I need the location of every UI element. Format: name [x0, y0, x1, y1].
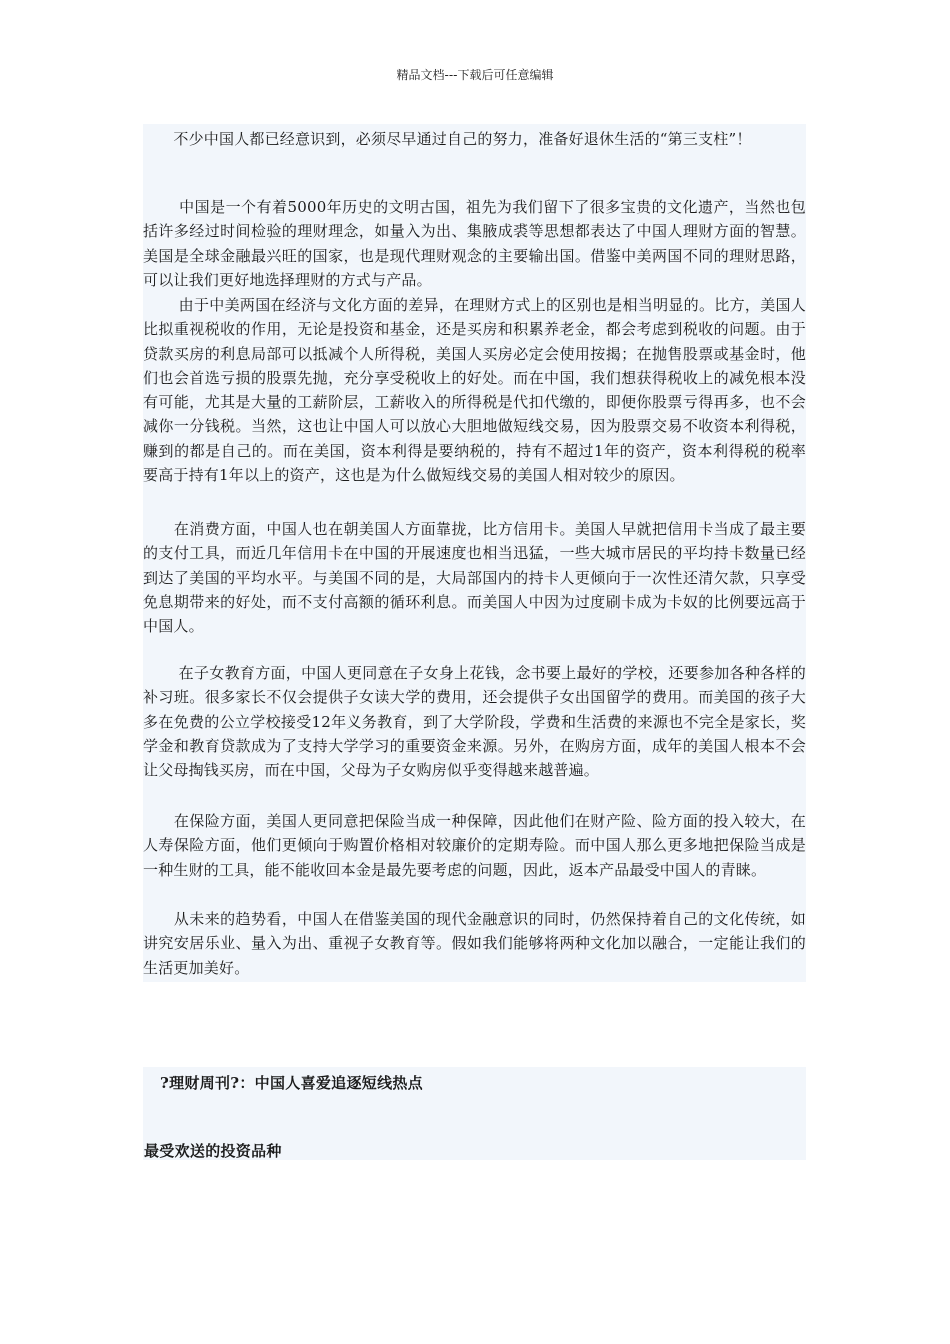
paragraph-trend: 从未来的趋势看，中国人在借鉴美国的现代金融意识的同时，仍然保持着自己的文化传统，如讲究安居乐业、量入为出、重视子女教育等。假如我们能够将两种文化加以融合，一定能让我们的生活更加美好。	[143, 910, 806, 977]
paragraph-insurance: 在保险方面，美国人更同意把保险当成一种保障，因此他们在财产险、险方面的投入较大，在人寿保险方面，他们更倾向于购置价格相对较廉价的定期寿险。而中国人那么更多地把保险当成是一种生财的工具，能不能收回本金是最先要考虑的问题，因此，返本产品最受中国人的青睐。	[143, 812, 806, 879]
page-header: 精品文档---下载后可任意编辑	[396, 68, 554, 82]
paragraph-education: 在子女教育方面，中国人更同意在子女身上花钱，念书要上最好的学校，还要参加各种各样的补习班。很多家长不仅会提供子女读大学的费用，还会提供子女出国留学的费用。而美国的孩子大多在免费的公立学校接受12年义务教育，到了大学阶段，学费和生活费的来源也不完全是家长，奖学金和教育贷款成为了支持大学学习的重要资金来源。另外，在购房方面，成年的美国人根本不会让父母掏钱买房，而在中国，父母为子女购房似乎变得越来越普遍。	[143, 664, 806, 780]
paragraph-intro: 不少中国人都已经意识到，必须尽早通过自己的努力，准备好退休生活的“第三支柱”！	[143, 130, 752, 148]
paragraph-tax: 由于中美两国在经济与文化方面的差异，在理财方式上的区别也是相当明显的。比方，美国人比拟重视税收的作用，无论是投资和基金，还是买房和积累养老金，都会考虑到税收的问题。由于贷款买房的利息局部可以抵减个人所得税，美国人买房必定会使用按揭；在抛售股票或基金时，他们也会首选亏损的股票先抛，充分享受税收上的好处。而在中国，我们想获得税收上的减免根本没有可能，尤其是大量的工薪阶层，工薪收入的所得税是代扣代缴的，即便你股票亏得再多，也不会减你一分钱税。当然，这也让中国人可以放心大胆地做短线交易，因为股票交易不收资本利得税，赚到的都是自己的。而在美国，资本利得是要纳税的，持有不超过1年的资产，资本利得税的税率要高于持有1年以上的资产，这也是为什么做短线交易的美国人相对较少的原因。	[143, 296, 806, 485]
heading-section	[143, 1067, 806, 1160]
paragraph-consumption: 在消费方面，中国人也在朝美国人方面靠拢，比方信用卡。美国人早就把信用卡当成了最主要的支付工具，而近几年信用卡在中国的开展速度也相当迅猛，一些大城市居民的平均持卡数量已经到达了美国的平均水平。与美国不同的是，大局部国内的持卡人更倾向于一次性还清欠款，只享受免息期带来的好处，而不支付高额的循环利息。而美国人中因为过度刷卡成为卡奴的比例要远高于中国人。	[143, 520, 806, 636]
article-body	[143, 124, 806, 982]
paragraph-history: 中国是一个有着5000年历史的文明古国，祖先为我们留下了很多宝贵的文化遗产，当然也包括许多经过时间检验的理财理念，如量入为出、集腋成裘等思想都表达了中国人理财方面的智慧。美国是全球金融最兴旺的国家，也是现代理财观念的主要输出国。借鉴中美两国不同的理财思路，可以让我们更好地选择理财的方式与产品。	[143, 198, 806, 289]
section-heading-investment: 最受欢送的投资品种	[144, 1142, 282, 1160]
section-heading-weekly: ?理财周刊?：中国人喜爱追逐短线热点	[160, 1074, 423, 1092]
